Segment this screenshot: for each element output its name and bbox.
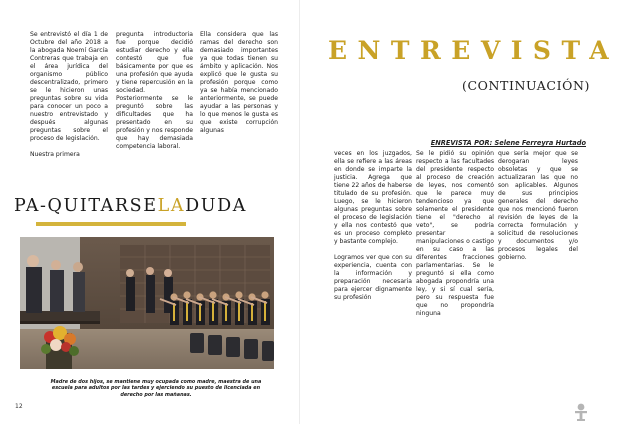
- interview-paragraph: pregunta introductoria fue porque decidió estudiar derecho y ella contestó que fue básicamente por que es una profesión que ayuda y tiene repercusión en la sociedad. Posteriormente se le preguntó sobre las dificultades que ha presentado en su profesión y nos responde que hay demasiada competencia laboral.: [116, 31, 193, 150]
- interview-column-6: [498, 150, 578, 386]
- publication-logo-icon: [573, 402, 589, 422]
- interview-paragraph: Se entrevistó el día 1 de Octubre del año 2018 a la abogada Noemí García Contreras que trabaja en el área jurídica del organismo público descentralizado, primero se le hicieron unas preguntas sobre su vida para conocer un poco a nuestro entrevistado y después algunas preguntas sobre el proceso de legislación.: [30, 31, 108, 142]
- title-underline: [36, 222, 186, 226]
- photo-caption: Madre de dos hijos, se mantiene muy ocupada como madre, maestra de una escuela para adultos por las tardes y ejerciendo su puesto de licenciada en derecho por las mañanas.: [50, 379, 262, 398]
- photo-ceremony: [20, 237, 274, 369]
- section-title-part: PA-QUITARSE: [14, 196, 158, 216]
- left-page: [0, 0, 300, 424]
- interview-paragraph: veces en los juzgados, ella se refiere a las áreas en donde se imparte la justicia. Agrega que tiene 22 años de haberse titulado de su profesión. Luego, se le hicieron algunas preguntas sobre el proceso de legislación y ella nos contestó que es un proceso completo y bastante complejo.: [334, 150, 412, 245]
- section-title-highlight: LA: [157, 196, 186, 216]
- interview-paragraph: Nuestra primera: [30, 151, 80, 158]
- interview-paragraph: que sería mejor que se derogaran leyes obsoletas y que se actualizaran las que no son aplicables. Algunos de sus principios generales del derecho que nos mencionó fueron revisión de leyes de la correcta formulación y solicitud de resoluciones y documentos y/o procesos legales del gobierno.: [498, 150, 578, 261]
- interview-column-4: [334, 150, 412, 386]
- interview-column-5: [416, 150, 494, 386]
- interview-paragraph: Ella considera que las ramas del derecho son demasiado importantes ya que todas tienen su ámbito y aplicación. Nos explicó que le gusta su profesión porque como ya se había mencionado anteriormente, se puede ayudar a las personas y lo que menos le gusta es que existe corrupción algunas: [200, 31, 278, 134]
- section-title-part: DUDA: [185, 196, 247, 216]
- interview-column-3: [200, 31, 278, 181]
- interview-column-1: [30, 31, 108, 181]
- section-title: [14, 196, 290, 216]
- interview-paragraph: Logramos ver que con su experiencia, cuenta con la información y preparación necesaria para ejercer dignamente su profesión: [334, 254, 412, 301]
- interview-title: ENTREVISTA: [328, 36, 619, 65]
- byline: ENREVISTA POR: Selene Ferreyra Hurtado: [430, 139, 586, 147]
- interview-column-2: [116, 31, 193, 181]
- interview-subtitle: (CONTINUACIÓN): [462, 78, 590, 93]
- page-number: 12: [15, 403, 23, 410]
- interview-paragraph: Se le pidió su opinión respecto a las facultades del presidente respecto al proceso de creación de leyes, nos comentó que le parece muy tendencioso ya que solamente el presidente tiene el "derecho al veto", se podría presentar a manipulaciones o castigo en su caso a las diferentes fracciones parlamentarias. Se le preguntó si ella como abogada propondría una ley, y si sí cual sería, pero su respuesta fue que no propondría ninguna: [416, 150, 494, 317]
